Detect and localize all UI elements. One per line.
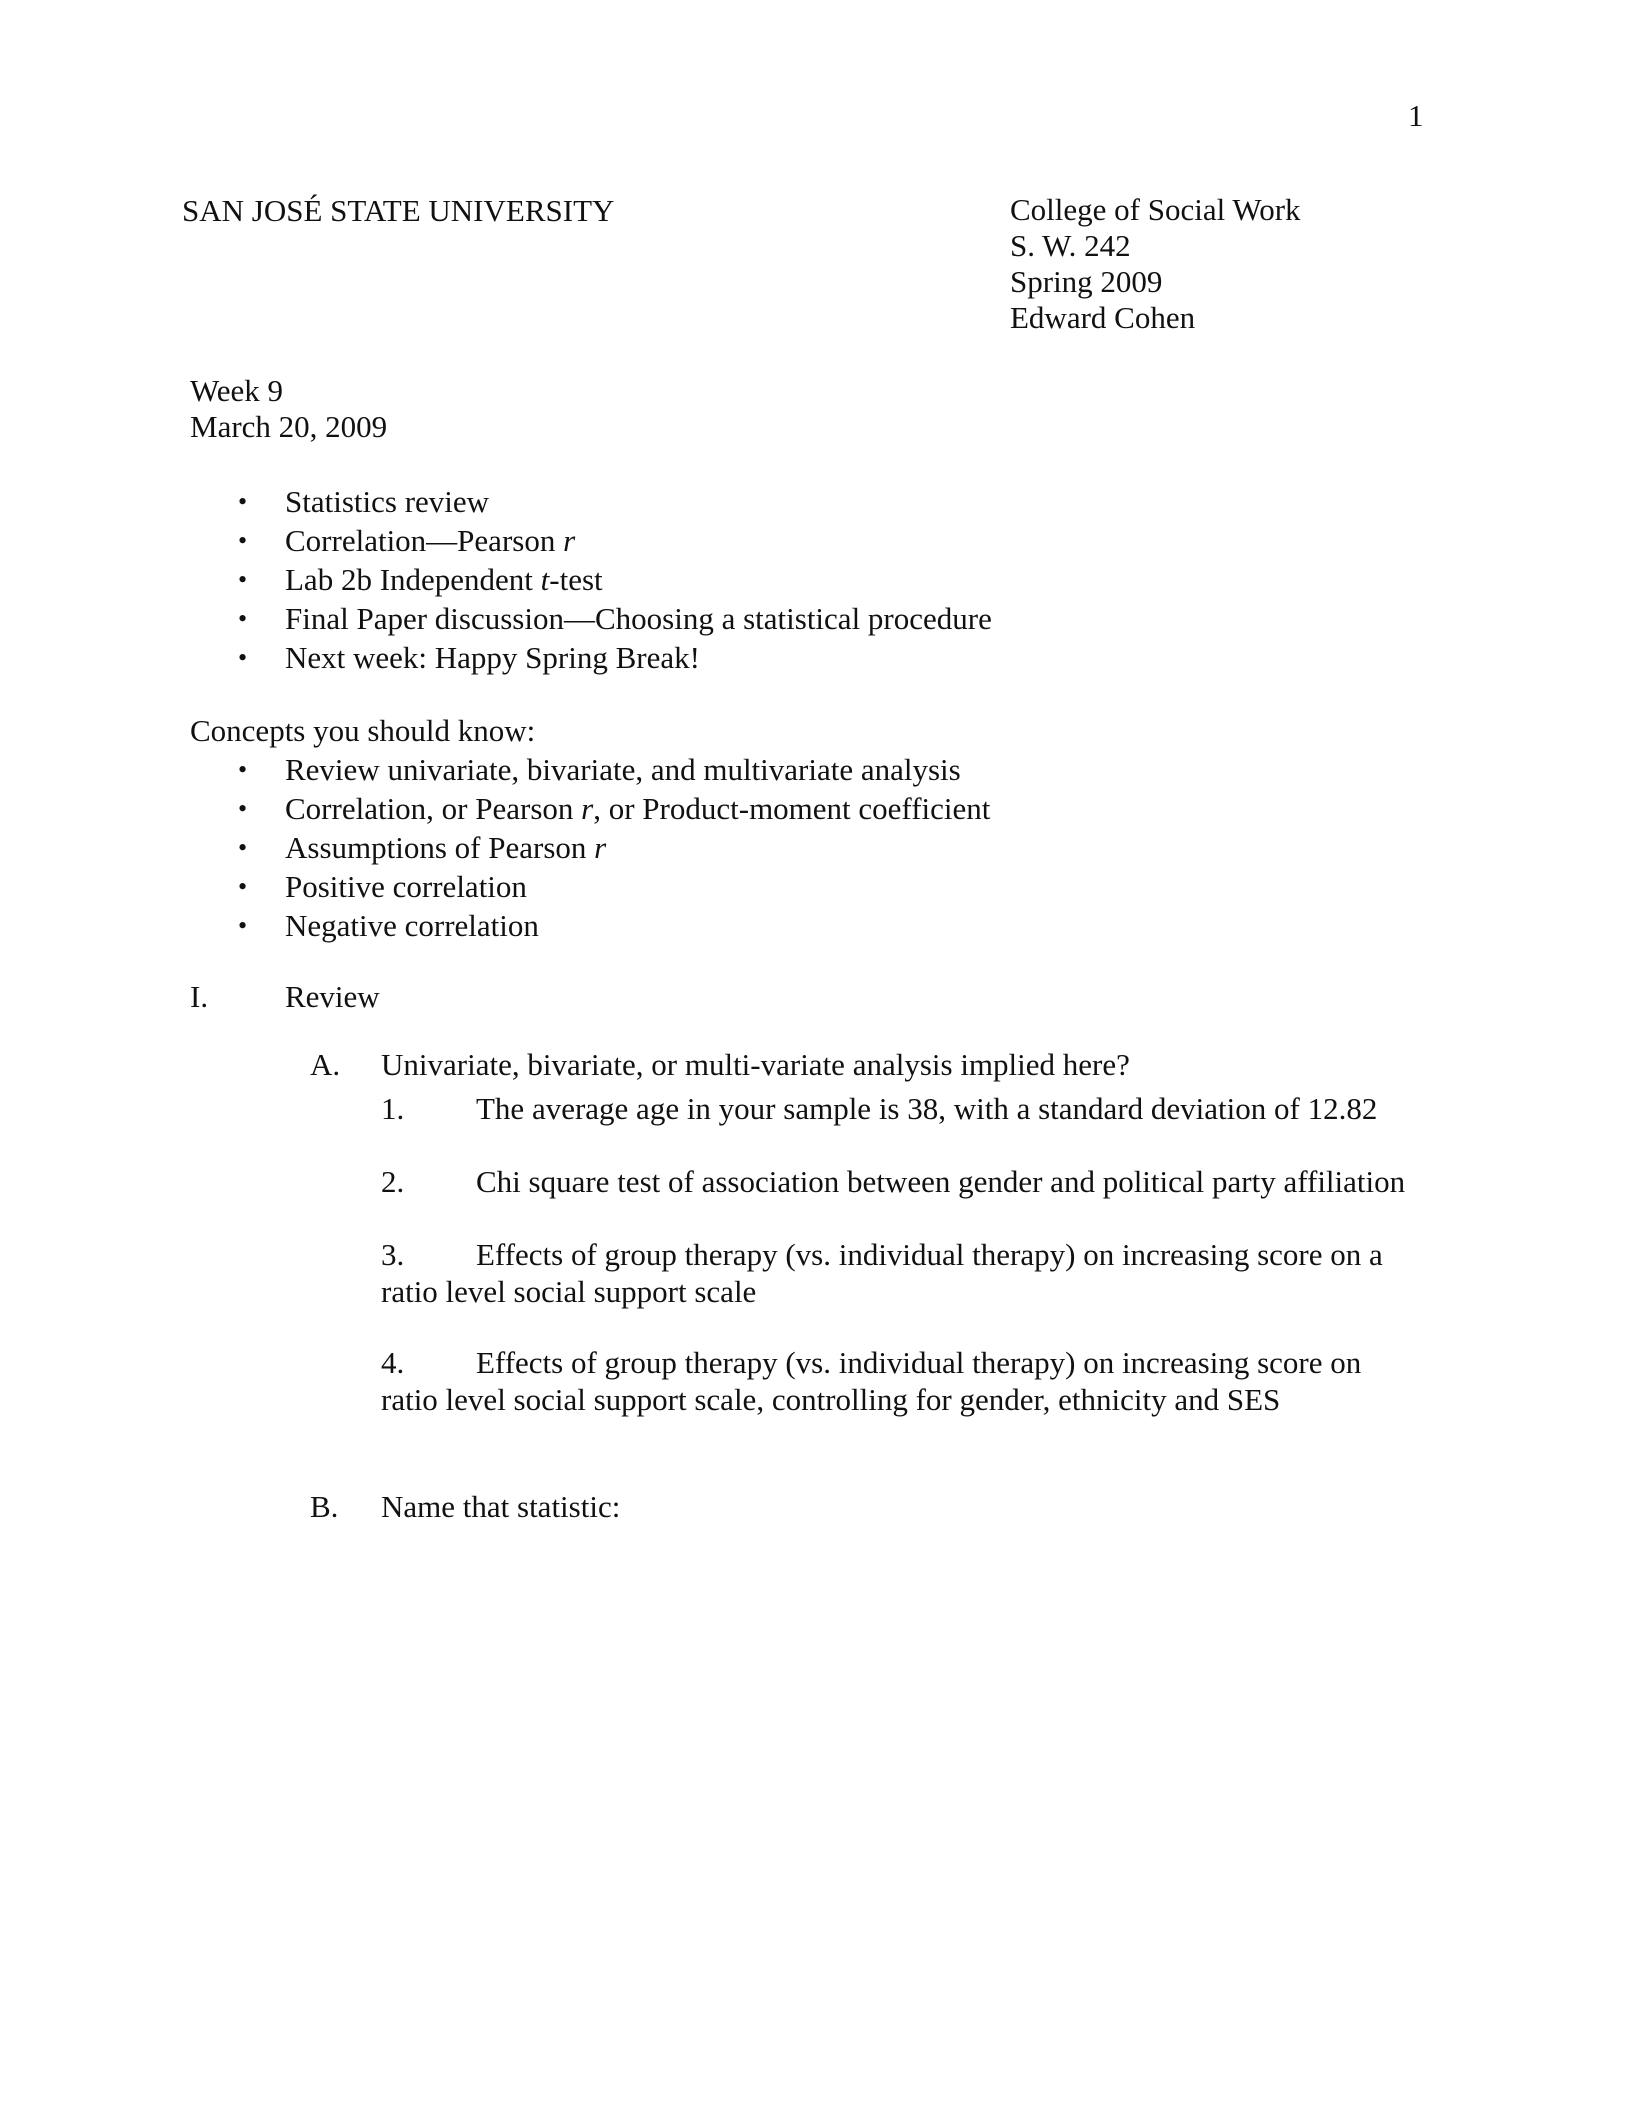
subsection-title: Name that statistic: xyxy=(381,1489,621,1524)
concepts-heading: Concepts you should know: xyxy=(190,713,536,748)
university-name: SAN JOSÉ STATE UNIVERSITY xyxy=(182,193,615,228)
question-item xyxy=(381,1236,1383,1310)
session-info xyxy=(190,373,387,445)
subsection-letter: A. xyxy=(310,1047,341,1082)
question-text-continuation: ratio level social support scale xyxy=(381,1274,757,1309)
question-number: 1. xyxy=(381,1091,405,1126)
session-date: March 20, 2009 xyxy=(190,409,388,444)
subsection-title: Univariate, bivariate, or multi-variate analysis implied here? xyxy=(381,1047,1130,1082)
bullet-icon: • xyxy=(238,643,248,672)
page-number: 1 xyxy=(1408,98,1424,133)
question-text: Effects of group therapy (vs. individual therapy) on increasing score on a xyxy=(476,1237,1383,1272)
college-name: College of Social Work xyxy=(1010,192,1301,227)
concept-item: • Correlation, or Pearson r, or Product-moment coefficient xyxy=(238,791,991,826)
question-item xyxy=(381,1344,1362,1418)
agenda-item: • Lab 2b Independent t-test xyxy=(238,562,603,597)
bullet-icon: • xyxy=(238,833,248,862)
question-text: Effects of group therapy (vs. individual therapy) on increasing score on xyxy=(476,1345,1362,1380)
bullet-icon: • xyxy=(238,565,248,594)
agenda-item: • Statistics review xyxy=(238,484,490,519)
course-number: S. W. 242 xyxy=(1010,228,1131,263)
question-text: The average age in your sample is 38, with a standard deviation of 12.82 xyxy=(476,1091,1378,1126)
bullet-icon: • xyxy=(238,872,248,901)
week-label: Week 9 xyxy=(190,373,284,408)
instructor-name: Edward Cohen xyxy=(1010,300,1196,335)
agenda-item: • Final Paper discussion—Choosing a statistical procedure xyxy=(238,601,992,636)
concept-item: • Positive correlation xyxy=(238,869,527,904)
concept-item: • Review univariate, bivariate, and multivariate analysis xyxy=(238,752,961,787)
question-text-continuation: ratio level social support scale, controlling for gender, ethnicity and SES xyxy=(381,1382,1281,1417)
concept-item: • Negative correlation xyxy=(238,908,539,943)
concepts-list xyxy=(190,750,990,945)
agenda-list xyxy=(190,482,992,677)
bullet-icon: • xyxy=(238,526,248,555)
agenda-item: • Correlation—Pearson r xyxy=(238,523,576,558)
agenda-item: • Next week: Happy Spring Break! xyxy=(238,640,700,675)
question-number: 3. xyxy=(381,1237,405,1272)
concept-item: • Assumptions of Pearson r xyxy=(238,830,607,865)
bullet-icon: • xyxy=(238,794,248,823)
bullet-icon: • xyxy=(238,755,248,784)
course-info-block xyxy=(1010,192,1301,336)
section-number: I. xyxy=(190,979,209,1014)
question-number: 4. xyxy=(381,1345,405,1380)
question-number: 2. xyxy=(381,1164,405,1199)
bullet-icon: • xyxy=(238,487,248,516)
subsection-letter: B. xyxy=(310,1489,339,1524)
bullet-icon: • xyxy=(238,604,248,633)
bullet-icon: • xyxy=(238,911,248,940)
section-title: Review xyxy=(285,979,380,1014)
term: Spring 2009 xyxy=(1010,264,1163,299)
question-text: Chi square test of association between gender and political party affiliation xyxy=(476,1164,1406,1199)
